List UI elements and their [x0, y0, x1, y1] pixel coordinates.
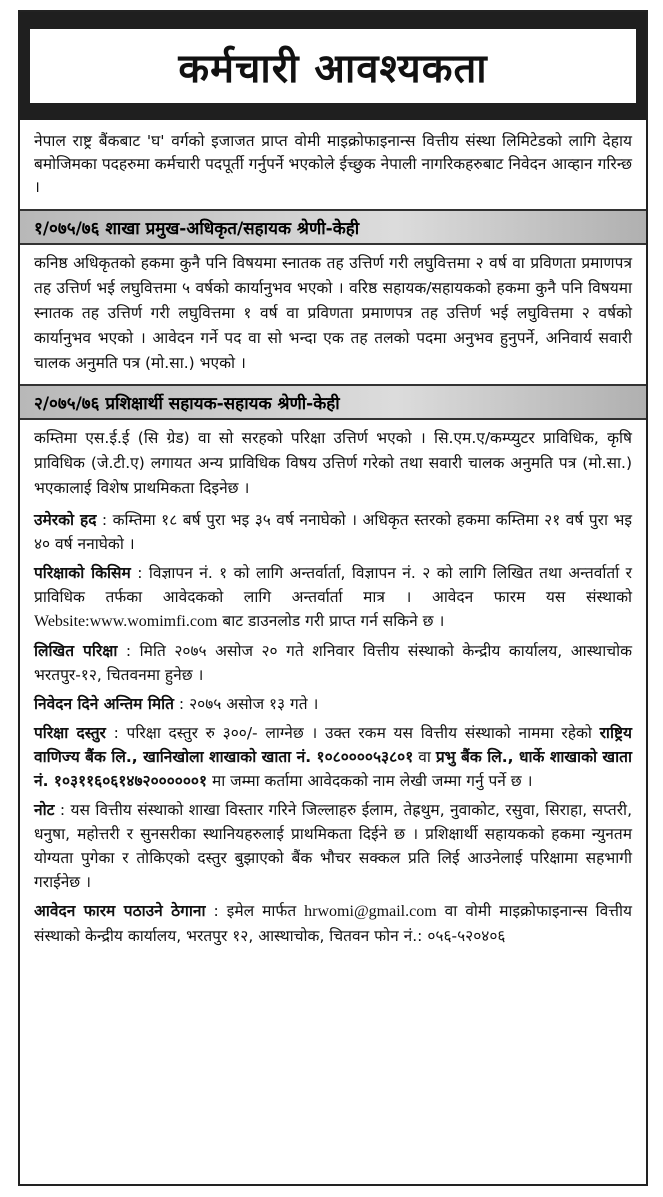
deadline-text: : २०७५ असोज १३ गते । — [178, 695, 319, 713]
address-text-1: : इमेल मार्फत — [213, 902, 297, 920]
section2-header — [20, 384, 646, 420]
section1-header — [20, 209, 646, 245]
fee-label: परिक्षा दस्तुर — [34, 724, 106, 742]
bank-account-1: राष्ट्रिय वाणिज्य बैंक लि., खानिखोला शाखाको खाता नं. १०८००००५३८०१ — [34, 724, 633, 766]
address-label: आवेदन फारम पठाउने ठेगाना — [34, 902, 206, 920]
fee-text-2: वा — [418, 748, 431, 766]
fee-text-3: मा जम्मा कर्तामा आवेदकको नाम लेखी जम्मा गर्नु पर्ने छ । — [211, 772, 533, 790]
note-text: : यस वित्तीय संस्थाको शाखा विस्तार गरिने जिल्लाहरु ईलाम, तेह्रथुम, नुवाकोट, रसुवा, सिराहा, सप्तरी, धनुषा, महोत्तरी र सुनसरीका स्थानियहरुलाई प्राथमिकता दिईने छ । प्रशिक्षार्थी सहायकको हकमा न्युनतम योग्यता पुगेका र तोकिएको दस्तुर बुझाएको बैंक भौचर सक्कल प्रति लिई आउनेलाई परिक्षामा सहभागी गराईनेछ । — [34, 801, 632, 891]
bank-account-2: प्रभु बैंक लि., धार्के शाखाको खाता नं. १०३११६०६१४७२००००००१ — [34, 748, 632, 790]
exam-type-label: परिक्षाको किसिम — [34, 564, 131, 582]
address-text-2: वा वोमी माइक्रोफाइनान्स वित्तीय संस्थाको केन्द्रीय कार्यालय, भरतपुर १२, आस्थाचोक, चितवन फोन नं.: ०५६-५२०४०६ — [34, 902, 632, 945]
email-link[interactable]: hrwomi@gmail.com — [304, 903, 437, 920]
section1-body: कनिष्ठ अधिकृतको हकमा कुनै पनि विषयमा स्नातक तह उत्तिर्ण गरी लघुवित्तमा २ वर्ष वा प्रविणता प्रमाणपत्र तह उत्तिर्ण भई लघुवित्तमा ५ वर्षको कार्यानुभव भएको । वरिष्ठ सहायक/सहायकको हकमा कुनै पनि विषयमा स्नातक तह उत्तिर्ण गरी लघुवित्तमा १ वर्ष वा प्रविणता प्रमाणपत्र तह उत्तिर्ण भई लघुवित्तमा २ वर्षको कार्यानुभव भएको । आवेदन गर्ने पद वा सो भन्दा एक तह तलको पदमा अनुभव हुनुपर्ने, अनिवार्य सवारी चालक अनुमति पत्र (मो.सा.) भएको । — [34, 254, 632, 372]
section2-heading: २/०७५/७६ प्रशिक्षार्थी सहायक-सहायक श्रेणी-केही — [34, 393, 340, 414]
age-limit-paragraph — [20, 505, 646, 558]
written-exam-label: लिखित परिक्षा — [34, 642, 118, 660]
section2-body: कम्तिमा एस.ई.ई (सि ग्रेड) वा सो सरहको परिक्षा उत्तिर्ण भएको । सि.एम.ए/कम्प्युटर प्राविधिक, कृषि प्राविधिक (जे.टी.ए) लगायत अन्य प्राविधिक विषय उत्तिर्ण गरेको तथा सवारी चालक अनुमति पत्र (मो.सा.) भएकालाई विशेष प्राथमिकता दिइनेछ । — [34, 429, 632, 497]
fee-paragraph — [20, 718, 646, 795]
address-paragraph — [20, 896, 646, 950]
intro-paragraph: नेपाल राष्ट्र बैंकबाट 'घ' वर्गको इजाजत प्राप्त वोमी माइक्रोफाइनान्स वित्तीय संस्था लिमिटेडको लागि देहाय बमोजिमका पदहरुमा कर्मचारी पदपूर्ती गर्नुपर्ने भएकोले ईच्छुक नेपाली नागरिकहरुबाट निवेदन आव्हान गरिन्छ । — [34, 132, 632, 196]
written-exam-paragraph — [20, 636, 646, 689]
exam-type-text-after: बाट डाउनलोड गरी प्राप्त गर्न सकिने छ । — [222, 612, 445, 630]
job-advertisement — [18, 10, 648, 1186]
fee-text-1: : परिक्षा दस्तुर रु ३००/- लाग्नेछ । उक्त रकम यस वित्तीय संस्थाको नाममा रहेको — [113, 724, 592, 742]
deadline-label: निवेदन दिने अन्तिम मिति — [34, 695, 174, 713]
note-paragraph — [20, 795, 646, 896]
exam-type-paragraph — [20, 558, 646, 636]
website-link[interactable]: Website:www.womimfi.com — [34, 613, 218, 630]
title-banner — [20, 12, 646, 120]
written-exam-text: : मिति २०७५ असोज २० गते शनिवार वित्तीय संस्थाको केन्द्रीय कार्यालय, आस्थाचोक भरतपुर-१२, चितवनमा हुनेछ । — [34, 642, 632, 684]
age-limit-label: उमेरको हद — [34, 511, 97, 529]
age-limit-text: : कम्तिमा १८ बर्ष पुरा भइ ३५ वर्ष ननाघेको । अधिकृत स्तरको हकमा कम्तिमा २१ वर्ष पुरा भइ ४० वर्ष ननाघेको । — [34, 511, 632, 553]
title-box — [30, 29, 636, 103]
ad-title: कर्मचारी आवश्यकता — [178, 45, 488, 92]
note-label: नोट — [34, 801, 55, 819]
deadline-paragraph — [20, 689, 646, 718]
section1-heading: १/०७५/७६ शाखा प्रमुख-अधिकृत/सहायक श्रेणी-केही — [34, 218, 360, 239]
exam-type-text: : विज्ञापन नं. १ को लागि अन्तर्वार्ता, विज्ञापन नं. २ को लागि लिखित तथा अन्तर्वार्ता र प्राविधिक तर्फका आवेदकको लागि अन्तर्वार्ता मात्र । आवेदन फारम यस संस्थाको — [34, 564, 633, 606]
